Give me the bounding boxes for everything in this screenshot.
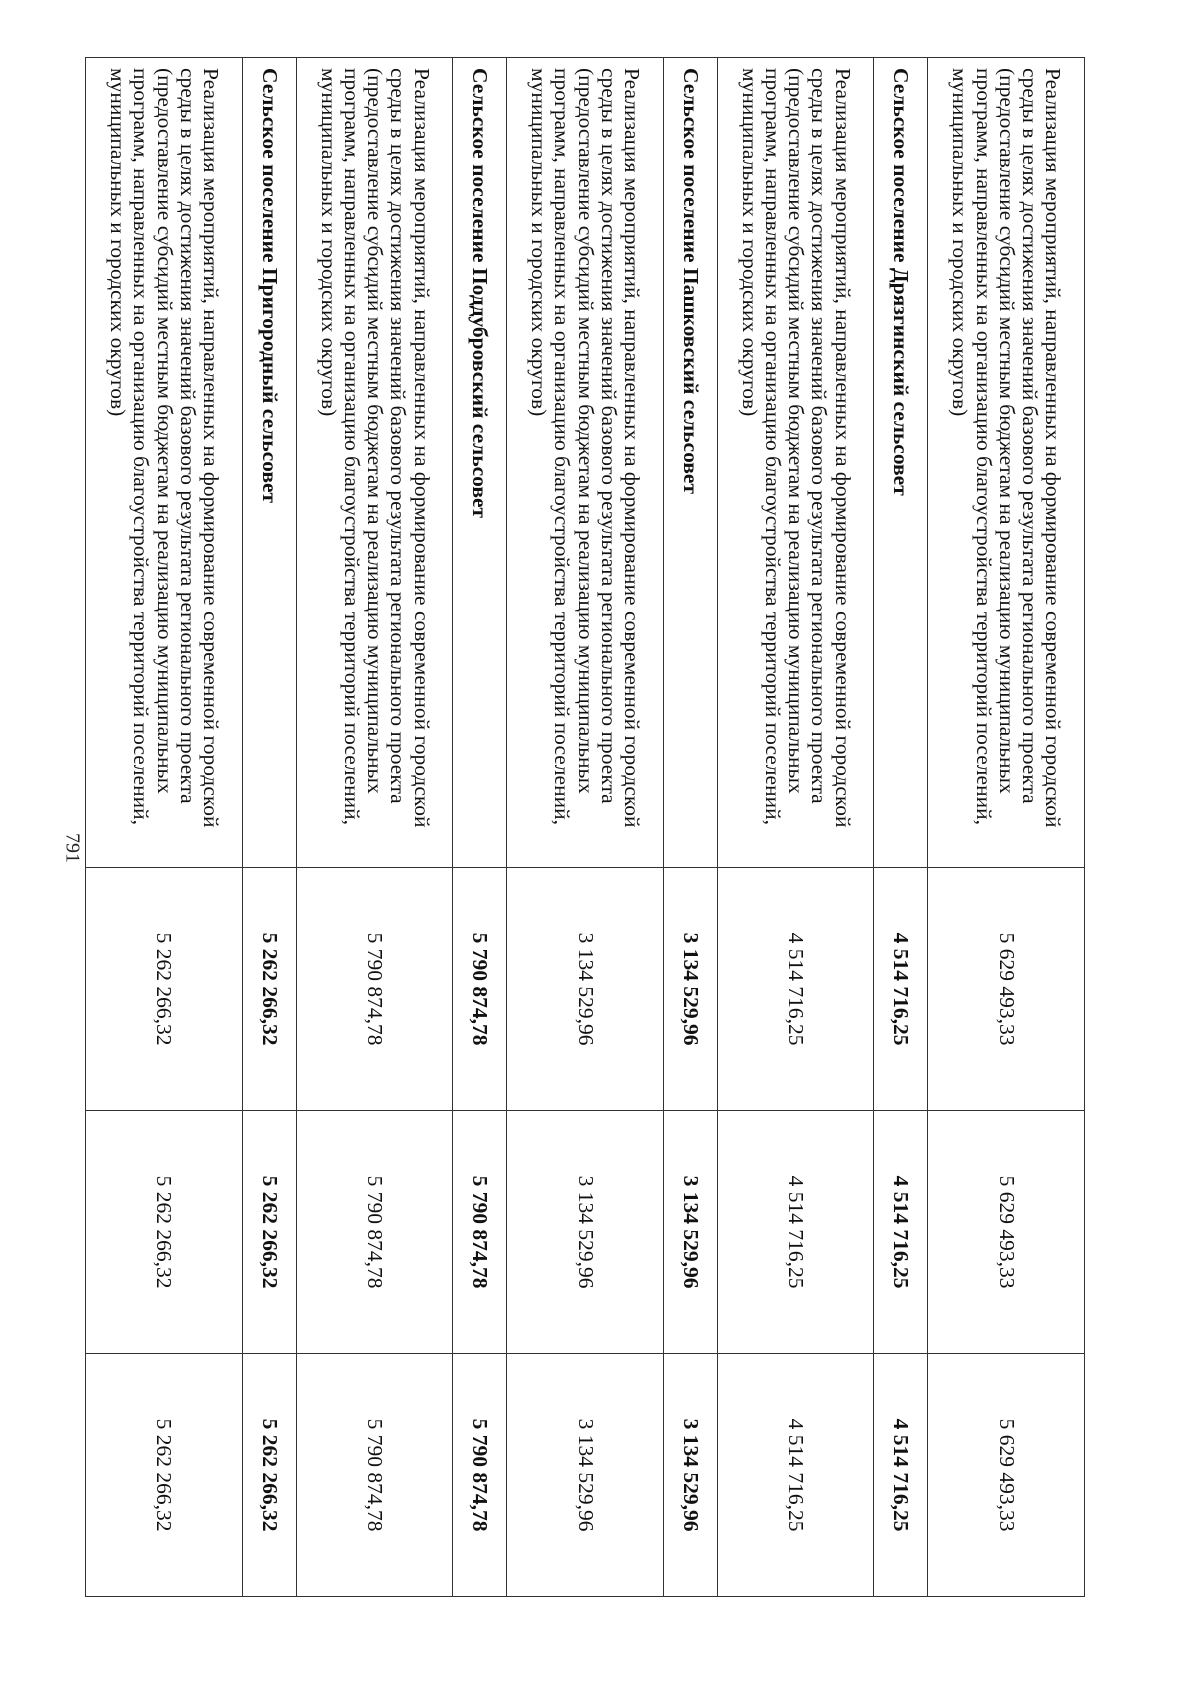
settlement-name: Сельское поселение Дрязгинский сельсовет: [874, 58, 928, 868]
row-value-year-1: 5 262 266,32: [242, 868, 296, 1111]
row-value-year-2: 5 790 874,78: [453, 1111, 507, 1354]
row-value-year-1: 5 629 493,33: [928, 868, 1085, 1111]
row-value-year-1: 5 790 874,78: [453, 868, 507, 1111]
row-value-year-3: 3 134 529,96: [663, 1354, 717, 1597]
row-value-year-2: 4 514 716,25: [874, 1111, 928, 1354]
row-description: Реализация мероприятий, направленных на формирование современной городской среды в целях достижения значений базового результата регионального проекта (предоставление субсидий местным бюджетам на реализацию муниципальных программ, направленных на организацию благоустройства территорий поселений, муниципальных и городских округов): [296, 58, 453, 868]
row-value-year-3: 4 514 716,25: [874, 1354, 928, 1597]
row-value-year-3: 5 262 266,32: [86, 1354, 243, 1597]
row-value-year-1: 4 514 716,25: [874, 868, 928, 1111]
table-row-settlement-prigorodny: [242, 58, 296, 1597]
row-value-year-2: 3 134 529,96: [507, 1111, 664, 1354]
page-number: 791: [61, 833, 84, 863]
settlement-name: Сельское поселение Поддубровский сельсовет: [453, 58, 507, 868]
row-value-year-2: 5 262 266,32: [242, 1111, 296, 1354]
row-value-year-2: 5 790 874,78: [296, 1111, 453, 1354]
table-row-program-item: [928, 58, 1085, 1597]
row-value-year-3: 3 134 529,96: [507, 1354, 664, 1597]
row-value-year-1: 5 262 266,32: [86, 868, 243, 1111]
table-row-program-item: [507, 58, 664, 1597]
row-value-year-3: 4 514 716,25: [717, 1354, 874, 1597]
row-value-year-2: 3 134 529,96: [663, 1111, 717, 1354]
row-value-year-3: 5 790 874,78: [296, 1354, 453, 1597]
row-value-year-3: 5 629 493,33: [928, 1354, 1085, 1597]
budget-table: [85, 57, 1085, 1597]
row-description: Реализация мероприятий, направленных на формирование современной городской среды в целях достижения значений базового результата регионального проекта (предоставление субсидий местным бюджетам на реализацию муниципальных программ, направленных на организацию благоустройства территорий поселений, муниципальных и городских округов): [928, 58, 1085, 868]
row-description: Реализация мероприятий, направленных на формирование современной городской среды в целях достижения значений базового результата регионального проекта (предоставление субсидий местным бюджетам на реализацию муниципальных программ, направленных на организацию благоустройства территорий поселений, муниципальных и городских округов): [717, 58, 874, 868]
table-row-program-item: [86, 58, 243, 1597]
row-value-year-3: 5 790 874,78: [453, 1354, 507, 1597]
settlement-name: Сельское поселение Пашковский сельсовет: [663, 58, 717, 868]
table-row-program-item: [296, 58, 453, 1597]
table-row-settlement-poddubrovsky: [453, 58, 507, 1597]
row-value-year-2: 5 629 493,33: [928, 1111, 1085, 1354]
row-value-year-1: 3 134 529,96: [663, 868, 717, 1111]
settlement-name: Сельское поселение Пригородный сельсовет: [242, 58, 296, 868]
row-description: Реализация мероприятий, направленных на формирование современной городской среды в целях достижения значений базового результата регионального проекта (предоставление субсидий местным бюджетам на реализацию муниципальных программ, направленных на организацию благоустройства территорий поселений, муниципальных и городских округов): [86, 58, 243, 868]
table-row-program-item: [717, 58, 874, 1597]
table-row-settlement-dryazginsky: [874, 58, 928, 1597]
row-value-year-2: 4 514 716,25: [717, 1111, 874, 1354]
row-value-year-1: 5 790 874,78: [296, 868, 453, 1111]
rotated-page-content: [85, 57, 1085, 1597]
row-description: Реализация мероприятий, направленных на формирование современной городской среды в целях достижения значений базового результата регионального проекта (предоставление субсидий местным бюджетам на реализацию муниципальных программ, направленных на организацию благоустройства территорий поселений, муниципальных и городских округов): [507, 58, 664, 868]
table-row-settlement-pashkovsky: [663, 58, 717, 1597]
row-value-year-1: 4 514 716,25: [717, 868, 874, 1111]
row-value-year-2: 5 262 266,32: [86, 1111, 243, 1354]
budget-table-body: [86, 58, 1085, 1597]
row-value-year-1: 3 134 529,96: [507, 868, 664, 1111]
row-value-year-3: 5 262 266,32: [242, 1354, 296, 1597]
